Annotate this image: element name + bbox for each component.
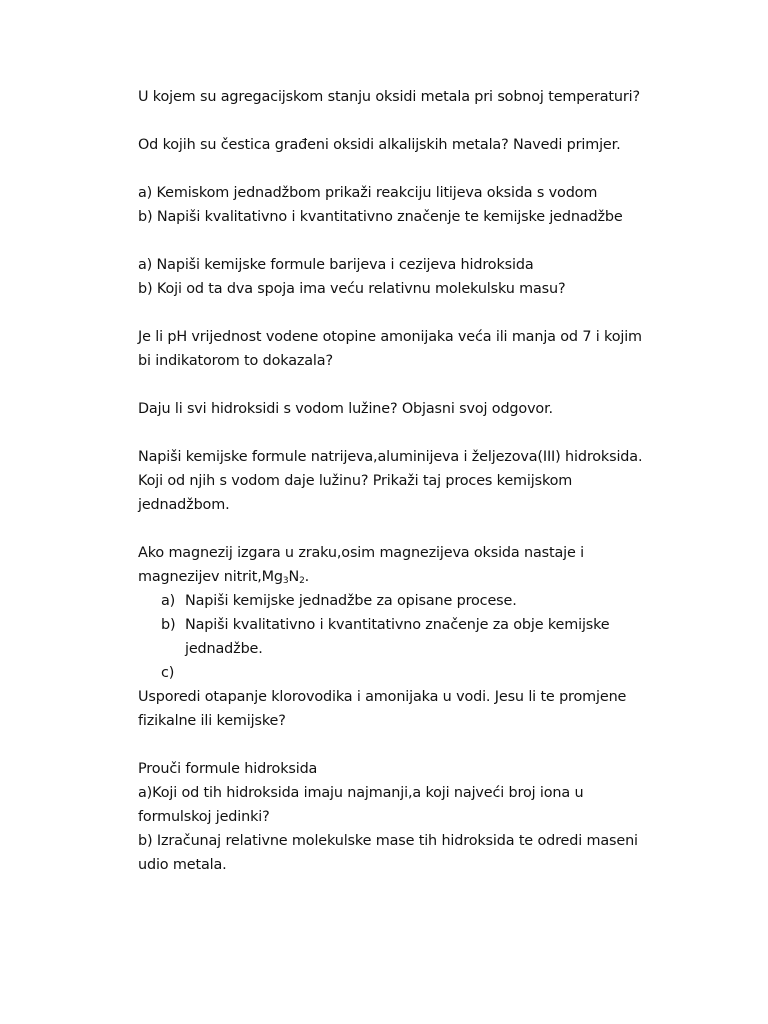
question-10-line-4: b) Izračunaj relativne molekulske mase tih hidroksida te odredi maseni xyxy=(138,833,638,849)
question-8-item-b xyxy=(138,613,738,637)
spacer xyxy=(138,373,738,397)
spacer xyxy=(138,229,738,253)
list-item-text: jednadžbe. xyxy=(185,641,263,657)
spacer xyxy=(138,301,738,325)
question-7-line-1: Napiši kemijske formule natrijeva,aluminijeva i željezova(III) hidroksida. xyxy=(138,449,643,465)
question-7-line-3: jednadžbom. xyxy=(138,497,230,513)
question-9-line-2: fizikalne ili kemijske? xyxy=(138,713,286,729)
list-marker: c) xyxy=(161,665,175,681)
formula-subscript-2: 2 xyxy=(299,576,305,586)
list-marker: b) xyxy=(161,617,176,633)
formula-subscript-3: 3 xyxy=(282,576,289,586)
question-10-line-5: udio metala. xyxy=(138,857,227,873)
question-10-line-2: a)Koji od tih hidroksida imaju najmanji,a koji najveći broj iona u xyxy=(138,785,584,801)
document-body xyxy=(138,85,738,877)
question-2: Od kojih su čestica građeni oksidi alkalijskih metala? Navedi primjer. xyxy=(138,137,621,153)
question-8-item-a xyxy=(138,589,738,613)
formula-nitrogen: N xyxy=(288,569,300,585)
question-8-item-c xyxy=(138,661,738,685)
question-8-item-b-continued xyxy=(138,637,738,661)
question-4b: b) Koji od ta dva spoja ima veću relativnu molekulsku masu? xyxy=(138,281,566,297)
question-8-line-1: Ako magnezij izgara u zraku,osim magnezijeva oksida nastaje i xyxy=(138,545,584,561)
question-5-line-1: Je li pH vrijednost vodene otopine amonijaka veća ili manja od 7 i kojim xyxy=(138,329,642,345)
question-3b: b) Napiši kvalitativno i kvantitativno značenje te kemijske jednadžbe xyxy=(138,209,623,225)
list-item-text: Napiši kemijske jednadžbe za opisane procese. xyxy=(185,593,517,609)
question-1: U kojem su agregacijskom stanju oksidi metala pri sobnoj temperaturi? xyxy=(138,89,640,105)
question-6: Daju li svi hidroksidi s vodom lužine? Objasni svoj odgovor. xyxy=(138,401,553,417)
question-10-line-3: formulskoj jedinki? xyxy=(138,809,270,825)
list-marker: a) xyxy=(161,593,176,609)
spacer xyxy=(138,157,738,181)
question-5-line-2: bi indikatorom to dokazala? xyxy=(138,353,333,369)
spacer xyxy=(138,517,738,541)
spacer xyxy=(138,421,738,445)
spacer xyxy=(138,109,738,133)
list-item-text: Napiši kvalitativno i kvantitativno značenje za obje kemijske xyxy=(185,617,610,633)
spacer xyxy=(138,733,738,757)
question-7-line-2: Koji od njih s vodom daje lužinu? Prikaži taj proces kemijskom xyxy=(138,473,573,489)
question-8-line-2-suffix: . xyxy=(304,569,310,585)
question-3a: a) Kemiskom jednadžbom prikaži reakciju litijeva oksida s vodom xyxy=(138,185,598,201)
question-9-line-1: Usporedi otapanje klorovodika i amonijaka u vodi. Jesu li te promjene xyxy=(138,689,627,705)
question-4a: a) Napiši kemijske formule barijeva i cezijeva hidroksida xyxy=(138,257,534,273)
question-8-line-2 xyxy=(138,565,738,589)
question-10-line-1: Prouči formule hidroksida xyxy=(138,761,318,777)
question-8-line-2-prefix: magnezijev nitrit,Mg xyxy=(138,569,283,585)
